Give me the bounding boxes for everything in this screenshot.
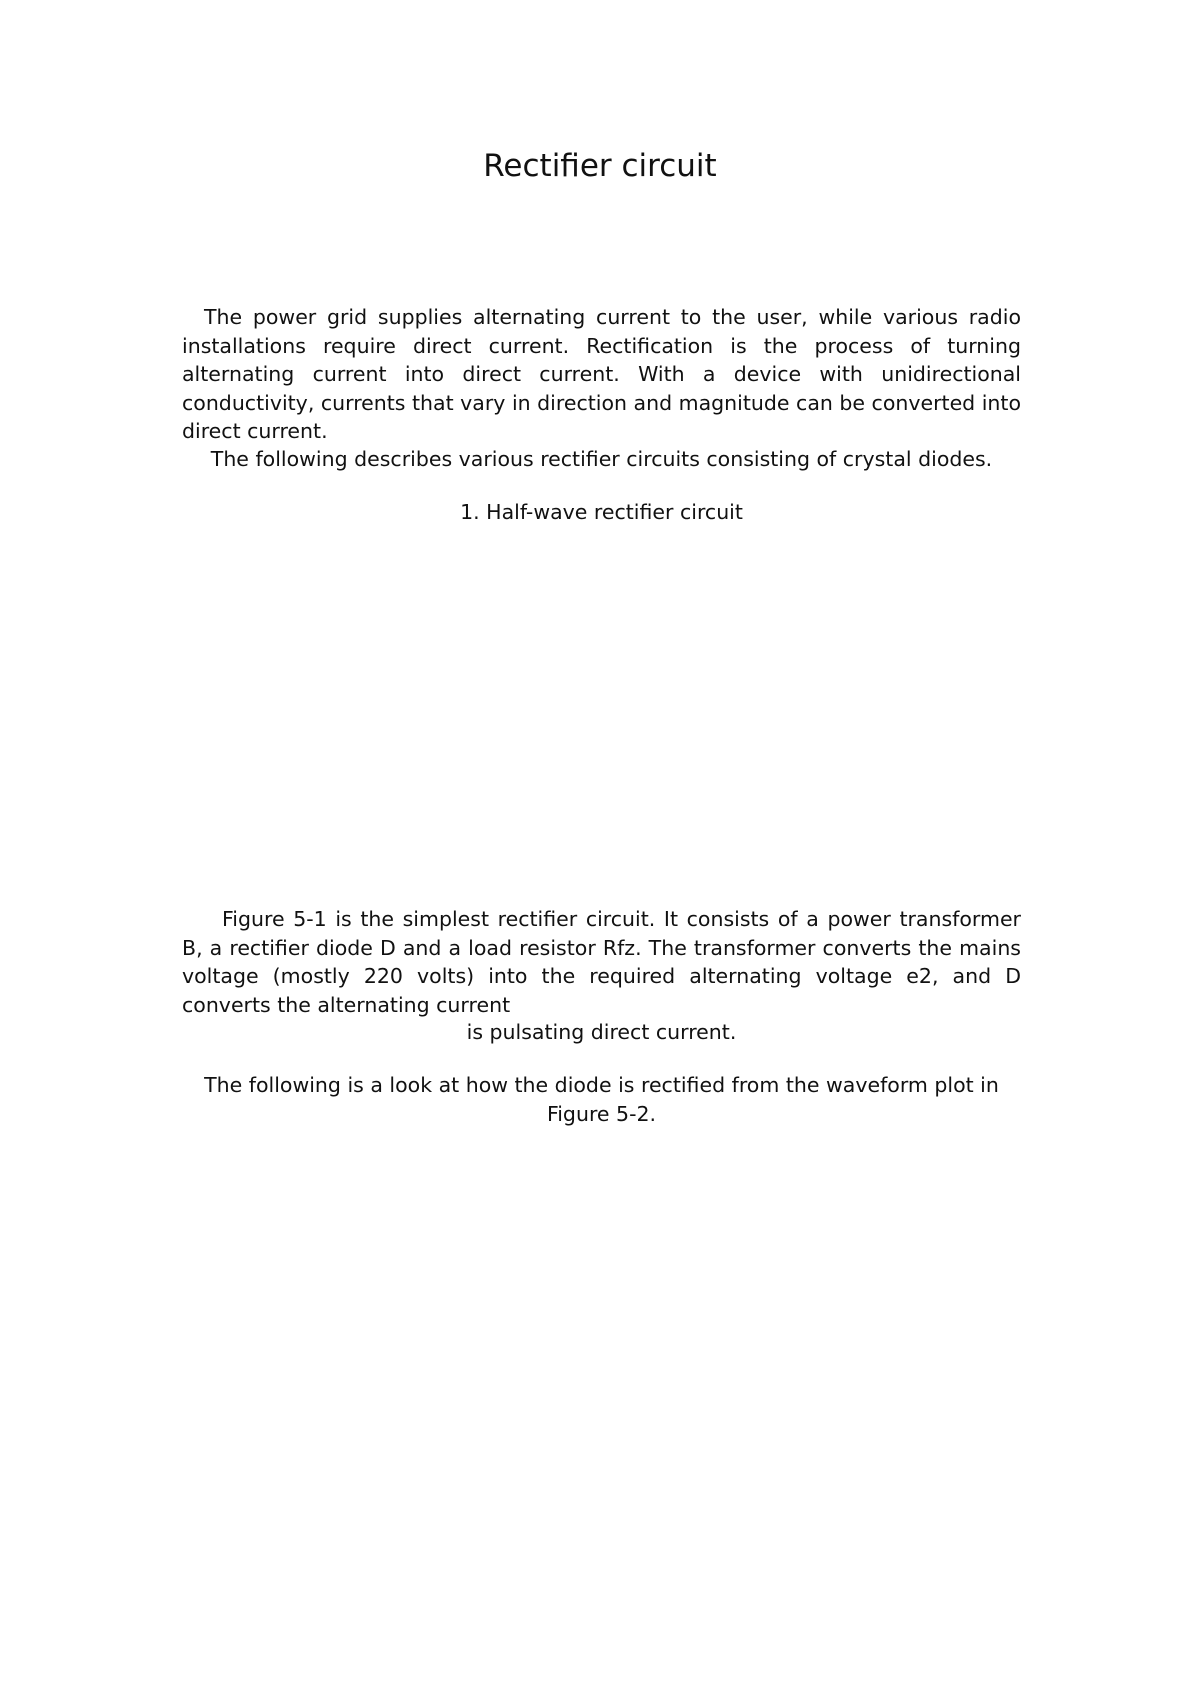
figure1-tail-block xyxy=(182,1018,1021,1047)
intro-section xyxy=(182,303,1021,446)
figure1-tail: is pulsating direct current. xyxy=(466,1020,737,1044)
intro-paragraph: The power grid supplies alternating current to the user, while various radio installations require direct current. Rectification is the process of turning alternating current into direct current. With a device with unidirectional conductivity, currents that vary in direction and magnitude can be converted into direct current. xyxy=(182,305,1021,443)
document-title: Rectifier circuit xyxy=(483,148,717,184)
section-heading: 1. Half-wave rectifier circuit xyxy=(460,500,743,524)
section-heading-block xyxy=(182,498,1021,527)
figure1-paragraph: Figure 5-1 is the simplest rectifier circuit. It consists of a power transformer B, a rectifier diode D and a load resistor Rfz. The transformer converts the mains voltage (mostly 220 volts) into the required alternating voltage e2, and D converts the alternating current xyxy=(182,907,1021,1017)
figure2-paragraph: The following is a look at how the diode is rectified from the waveform plot in Figure 5-2. xyxy=(204,1073,999,1126)
description-line: The following describes various rectifier circuits consisting of crystal diodes. xyxy=(210,447,993,471)
description-section xyxy=(182,445,1021,474)
figure1-section xyxy=(182,905,1021,1019)
figure2-section xyxy=(182,1071,1021,1128)
